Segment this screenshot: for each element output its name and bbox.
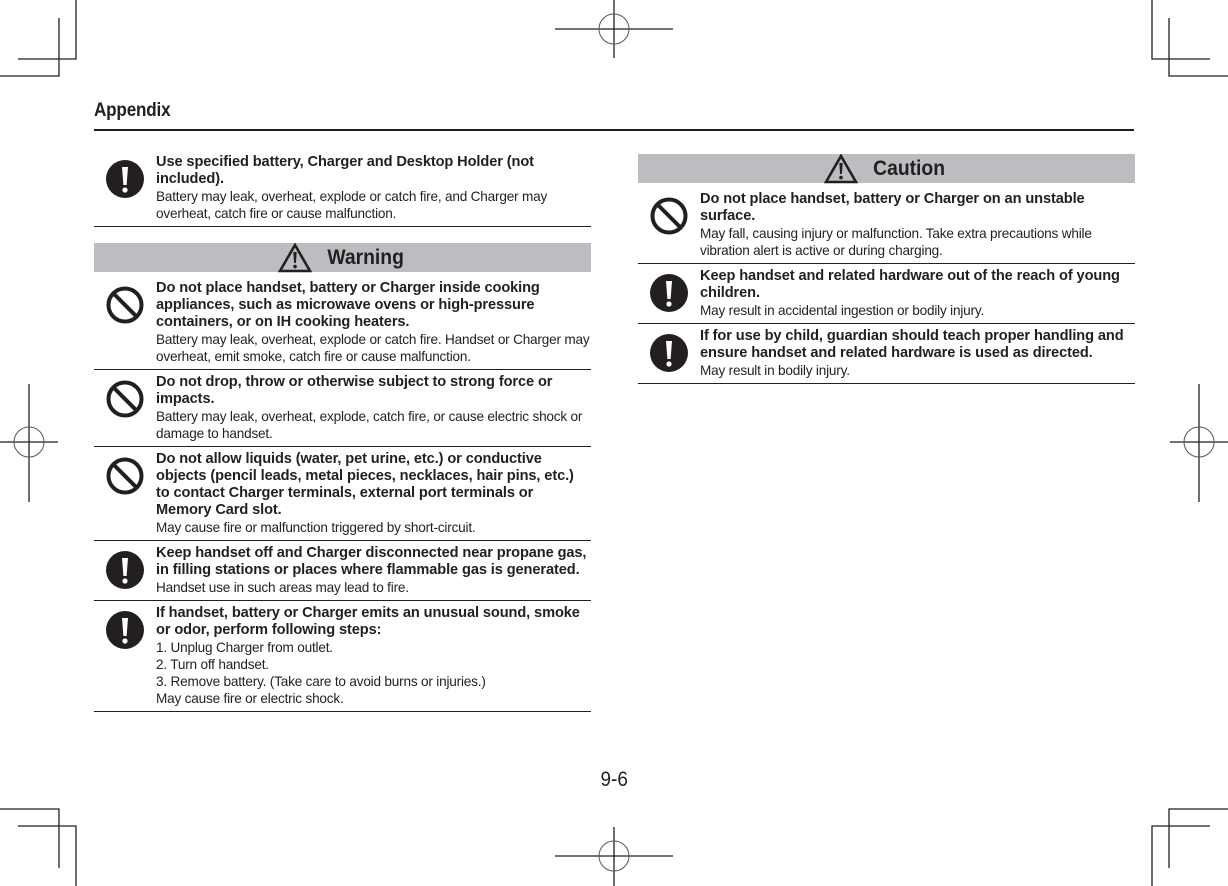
item-title: Do not place handset, battery or Charger inside cooking appliances, such as microwave ovens or high-pressure containers, or on IH cooking heaters.	[156, 280, 540, 330]
item-title: Do not allow liquids (water, pet urine, etc.) or conductive objects (pencil leads, metal pieces, necklaces, hair pins, etc.) to contact Charger terminals, external port terminals or Memory Card slot.	[156, 451, 574, 518]
caution-item	[638, 187, 1135, 264]
prohibited-icon	[94, 374, 156, 442]
prohibited-icon	[638, 191, 700, 259]
warning-item	[94, 276, 591, 370]
warning-triangle-icon	[278, 243, 312, 273]
prohibited-icon	[94, 451, 156, 536]
caution-band	[638, 154, 1135, 183]
exclamation-circle-icon	[94, 605, 156, 707]
item-body: Handset use in such areas may lead to fire.	[156, 580, 409, 595]
item-body: May result in bodily injury.	[700, 363, 850, 378]
step-2: 2. Turn off handset.	[156, 657, 269, 672]
item-body: Battery may leak, overheat, explode, catch fire, or cause electric shock or damage to handset.	[156, 409, 583, 441]
header-rule	[94, 129, 1134, 131]
item-title: Keep handset off and Charger disconnected near propane gas, in filling stations or places where flammable gas is generated.	[156, 545, 587, 578]
item-title: Keep handset and related hardware out of the reach of young children.	[700, 268, 1120, 301]
item-body: May cause fire or malfunction triggered by short-circuit.	[156, 520, 476, 535]
page-number: 9-6	[600, 768, 628, 791]
exclamation-circle-icon	[94, 154, 156, 222]
exclamation-circle-icon	[94, 545, 156, 596]
item-body: May fall, causing injury or malfunction. Take extra precautions while vibration alert is active or during charging.	[700, 226, 1092, 258]
step-3: 3. Remove battery. (Take care to avoid burns or injuries.)	[156, 674, 486, 689]
left-column	[94, 150, 591, 712]
intro-item	[94, 150, 591, 227]
prohibited-icon	[94, 280, 156, 365]
warning-item	[94, 447, 591, 541]
item-title: Use specified battery, Charger and Desktop Holder (not included).	[156, 154, 534, 187]
warning-band	[94, 243, 591, 272]
item-title: Do not drop, throw or otherwise subject to strong force or impacts.	[156, 374, 553, 407]
warning-label: Warning	[327, 245, 404, 269]
item-body: May result in accidental ingestion or bodily injury.	[700, 303, 985, 318]
right-column	[638, 154, 1135, 384]
item-body: May cause fire or electric shock.	[156, 691, 344, 706]
caution-item	[638, 324, 1135, 384]
item-title: If handset, battery or Charger emits an unusual sound, smoke or odor, perform following steps:	[156, 605, 580, 638]
warning-item	[94, 370, 591, 447]
warning-triangle-icon	[824, 154, 858, 184]
section-title: Appendix	[94, 100, 171, 121]
warning-item	[94, 601, 591, 712]
item-title: If for use by child, guardian should teach proper handling and ensure handset and related hardware is used as directed.	[700, 328, 1124, 361]
item-body: Battery may leak, overheat, explode or catch fire. Handset or Charger may overheat, emit smoke, catch fire or cause malfunction.	[156, 332, 590, 364]
warning-item	[94, 541, 591, 601]
step-1: 1. Unplug Charger from outlet.	[156, 640, 333, 655]
caution-item	[638, 264, 1135, 324]
exclamation-circle-icon	[638, 328, 700, 379]
item-title: Do not place handset, battery or Charger on an unstable surface.	[700, 191, 1085, 224]
exclamation-circle-icon	[638, 268, 700, 319]
caution-label: Caution	[873, 156, 946, 180]
item-body: Battery may leak, overheat, explode or catch fire, and Charger may overheat, catch fire or cause malfunction.	[156, 189, 548, 221]
